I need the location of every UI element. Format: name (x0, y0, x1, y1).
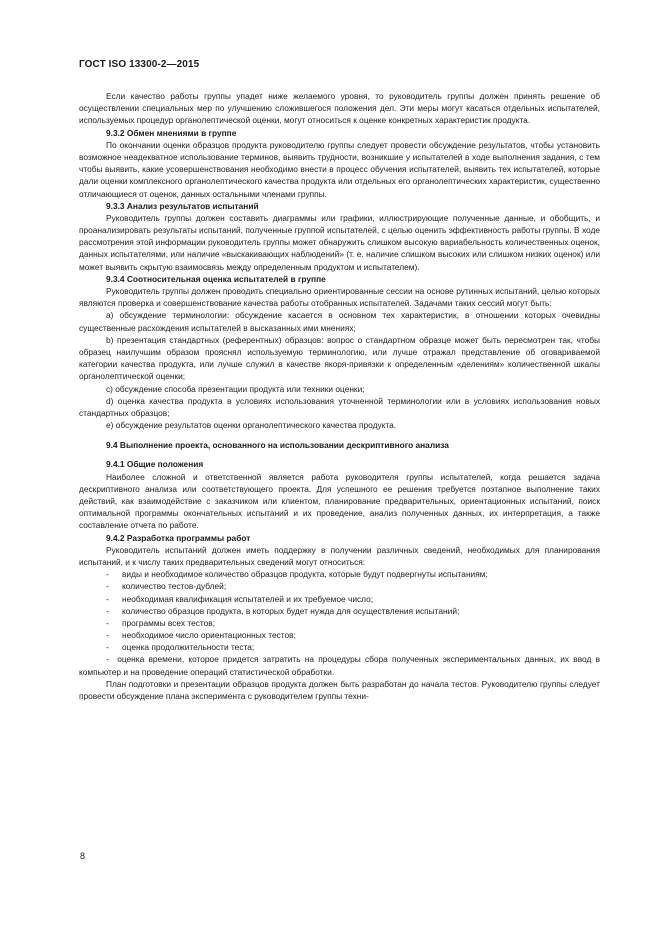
page-number: 8 (80, 851, 86, 861)
dash-item: - программы всех тестов; (106, 617, 216, 628)
dash-item: - необходимое число ориентационных тестов; (106, 630, 296, 641)
dash-item: - виды и необходимое количество образцов продукта, которые будут подвергнуты испытаниям; (106, 569, 488, 580)
dash-item: - необходимая квалификация испытателей и их требуемое число; (106, 593, 374, 604)
paragraph-9-4-1: Наиболее сложной и ответственной является работа руководителя группы испытателей, когда решается задача дескриптивного анализа или соответствующего проекта. Для успешного ее решения требуется поэтапное выполнение таких действий, как взаимодействие с заказчиком или клиентом, планирование предварительных, ориентационных испытаний, поиск оптимальной программы окончательных испытаний и их проведение, анализ полученных данных, их интерпретация, а также составление отчета по работе. (79, 471, 600, 531)
heading-9-3-3: 9.3.3 Анализ результатов испытаний (106, 200, 259, 211)
heading-9-3-4: 9.3.4 Соотносительная оценка испытателей в группе (106, 273, 326, 284)
paragraph-9-3-2: По окончании оценки образцов продукта руководителю группы следует провести обсуждение результатов, чтобы установить возможное неадекватное использование терминов, выявить трудности, возникшие у испытателей в ходе выполнения задания, с тем чтобы выявить, какие усовершенствования необходимо внести в процесс обучения испытателей, выявить тех испытателей, которые дали оценки комплексного органолептического качества продукта или отдельных его органолептических характеристик, существенно отличающиеся от оценок, данных остальными членами группы. (79, 139, 600, 199)
heading-9-4-2: 9.4.2 Разработка программы работ (106, 532, 251, 543)
paragraph-9-4-2: Руководитель испытаний должен иметь поддержку в получении различных сведений, необходимых для планирования испытаний, и к числу таких предварительных сведений могут относиться: (79, 544, 600, 567)
paragraph-9-3-3: Руководитель группы должен составить диаграммы или графики, иллюстрирующие полученные данные, и обобщить, и проанализировать результаты испытаний, полученные группой испытателей, с целью оценить эффективность работы группы. В ходе рассмотрения этой информации руководитель группы может обнаружить слишком высокую вариабельность количественных оценок, данных испытателями, или наличие «выскакивающих наблюдений» (т. е. наличие слишком высоких или слишком низких оценок) или может выявить скрытую взаимосвязь между определенным продуктом и испытателем). (79, 212, 600, 272)
document-header: ГОСТ ISO 13300-2—2015 (79, 59, 200, 70)
list-item-d: d) оценка качества продукта в условиях использования уточненной терминологии или в условиях использования новых стандартных образцов; (79, 395, 600, 418)
dash-item: - оценка продолжительности теста; (106, 642, 255, 653)
paragraph-9-3-4: Руководитель группы должен проводить специально ориентированные сессии на основе рутинных испытаний, целью которых являются проверка и совершенствование качества работы отобранных испытателей. Задачами таких сессий могут быть: (79, 286, 600, 309)
list-item-c: c) обсуждение способа презентации продукта или техники оценки; (106, 383, 365, 394)
document-body (79, 90, 600, 702)
list-item-a: a) обсуждение терминологии: обсуждение касается в основном тех характеристик, в отношении которых очевидны существенные расхождения испытателей в высказанных ими мнениях; (79, 310, 600, 333)
dash-item: - количество тестов-дублей; (106, 581, 227, 592)
list-item-b: b) презентация стандартных (референтных) образцов: вопрос о стандартном образце может быть пересмотрен так, чтобы образец наилучшим образом прояснял используемую терминологию, или лучше отражал представление об оговариваемой категории качества продукта, или лучше служил в качестве якоря-привязки к определенным «делениям» количественной шкалы органолептической оценки; (79, 334, 600, 382)
list-item-e: e) обсуждение результатов оценки органолептического качества продукта. (106, 420, 397, 431)
heading-9-3-2: 9.3.2 Обмен мнениями в группе (106, 127, 237, 138)
heading-9-4: 9.4 Выполнение проекта, основанного на использовании дескриптивного анализа (106, 440, 449, 451)
dash-item-long: - оценка времени, которое придется затратить на процедуры сбора полученных экспериментальных данных, их ввод в компьютер и на проведение операций статистической обработки. (79, 654, 600, 677)
dash-item: - количество образцов продукта, в которых будет нужда для осуществления испытаний; (106, 605, 460, 616)
paragraph-9-4-2-tail: План подготовки и презентации образцов продукта должен быть разработан до начала тестов. Руководителю группы следует провести обсуждение плана эксперимента с руководителем группы техни- (79, 678, 600, 701)
paragraph-intro: Если качество работы группы упадет ниже желаемого уровня, то руководитель группы должен принять решение об осуществлении специальных мер по улучшению сложившегося положения дел. Эти меры могут касаться отдельных испытателей, используемых процедур органолептической оценки, могут относиться к оценке конкретных характеристик продукта. (79, 91, 600, 126)
heading-9-4-1: 9.4.1 Общие положения (106, 459, 204, 470)
